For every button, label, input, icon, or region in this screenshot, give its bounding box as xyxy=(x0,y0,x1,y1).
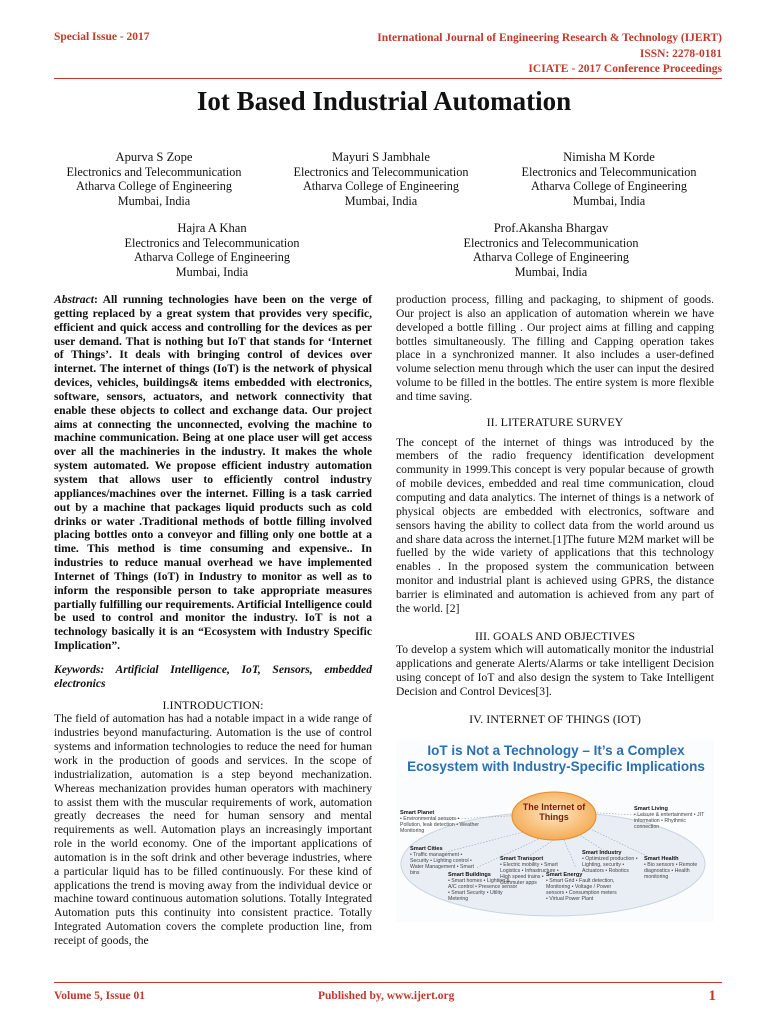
node-smart-planet xyxy=(400,810,480,834)
node-label: Smart Industry xyxy=(582,850,622,856)
node-smart-industry xyxy=(582,850,646,874)
intro-continued: production process, filling and packaging, to shipment of goods. Our project is also an application of automation wherein we have developed a bottle filling . Our project aims at filling and capping bottles simultaneously. The filling and Capping operation takes place in a synchronized manner. It also includes a user-defined volume selection menu through which the user can input the desired volume to be filled in the bottles. The entire system is more flexible and time saving. xyxy=(396,293,714,403)
keywords-label: Keywords: xyxy=(54,662,105,676)
author-name: Hajra A Khan xyxy=(177,221,247,235)
author-dept: Electronics and Telecommunication xyxy=(124,235,300,250)
iot-ecosystem-figure xyxy=(396,740,714,922)
author-dept: Electronics and Telecommunication xyxy=(66,164,242,179)
author-place: Mumbai, India xyxy=(344,193,418,208)
author-place: Mumbai, India xyxy=(175,264,249,279)
footer-volume: Volume 5, Issue 01 xyxy=(54,990,145,1002)
keywords-text: Artificial Intelligence, IoT, Sensors, embedded electronics xyxy=(54,662,372,690)
node-label: Smart Health xyxy=(644,856,679,862)
author-place: Mumbai, India xyxy=(572,193,646,208)
author-name: Apurva S Zope xyxy=(115,150,193,164)
author-dept: Electronics and Telecommunication xyxy=(521,164,697,179)
node-label: Smart Buildings xyxy=(448,872,491,878)
author-place: Mumbai, India xyxy=(514,264,588,279)
author-college: Atharva College of Engineering xyxy=(75,179,232,194)
author-college: Atharva College of Engineering xyxy=(302,179,459,194)
intro-text: The field of automation has had a notable impact in a wide range of industries beyond manufacturing. Automation is the use of control systems and information technologies to reduce the need for human work in the production of goods and services. In the scope of industrialization, automation is a step beyond mechanization. Whereas mechanization provides human operators with machinery to assist them with the muscular requirements of work, automation greatly decreases the need for human sensory and mental requirements as well. Automation plays an increasingly important role in the world economy. One of the important applications of automation is in the soft drink and other beverage industries, where a particular liquid has to be filled continuously. For these kind of applications the trend is moving away from the individual device or machine toward continuous automation solutions. Totally Integrated Automation puts this continuity into consistent practice. Totally Integrated Automation covers the complete production line, from receipt of goods, the xyxy=(54,712,372,947)
lit-text: The concept of the internet of things was introduced by the members of the radio frequency identification development community in 1999.This concept is very popular because of growth of mobile devices, embedded and real time communication, cloud computing and data analytics. The internet of things is a network of physical objects are embedded with electronics, software and sensors having the ability to collect data from the world around us and share data across the internet.[1]The future M2M market will be fuelled by the wide variety of applications that this technology enables . In the proposed system the communication between monitor and industrial plant is achieved using GPRS, the distance barrier is eliminated and automation is achieved from any part of the world. [2] xyxy=(396,435,714,615)
abstract-label: Abstract xyxy=(54,293,94,306)
node-label: Smart Cities xyxy=(410,846,443,852)
author-name: Mayuri S Jambhale xyxy=(332,150,430,164)
author-block xyxy=(504,150,714,208)
node-label: Smart Transport xyxy=(500,856,544,862)
goals-text: To develop a system which will automatically monitor the industrial applications and generate Alerts/Alarms or take intelligent Decision using concept of IoT and also design the system to Take Intelligent Decision and Control Devices[3]. xyxy=(396,643,714,698)
author-place: Mumbai, India xyxy=(117,193,191,208)
figure-center-label: The Internet of Things xyxy=(522,802,586,822)
header-rule xyxy=(54,78,722,79)
node-items: • Smart Grid • Fault detection, Monitoring • Voltage / Power sensors • Consumption meters • Virtual Power Plant xyxy=(546,878,617,902)
node-items: • Optimized production • Lighting, security • Actuators • Robotics xyxy=(582,856,638,874)
author-block xyxy=(112,221,312,279)
author-name: Prof.Akansha Bhargav xyxy=(493,221,609,235)
section-heading: III. GOALS AND OBJECTIVES xyxy=(475,628,635,643)
node-smart-energy xyxy=(546,872,618,902)
author-block xyxy=(276,150,486,208)
section-heading: IV. INTERNET OF THINGS (IOT) xyxy=(469,711,641,726)
figure-title-line: IoT is Not a Technology – It’s a Complex xyxy=(427,743,685,758)
header-issue: Special Issue - 2017 xyxy=(54,31,150,43)
node-items: • Environmental sensors • Pollution, leak detection • Weather Monitoring xyxy=(400,816,480,834)
header-journal: International Journal of Engineering Research & Technology (IJERT) xyxy=(377,32,722,44)
footer-publisher-link[interactable]: Published by, www.ijert.org xyxy=(318,990,455,1002)
node-items: • Bio sensors • Remote diagnostics • Health monitoring xyxy=(644,862,698,880)
abstract-text: : All running technologies have been on the verge of getting replaced by a great system that provides very specific, efficient and quick access and controlling for the devices as per user demand. That is nothing but IoT that stands for ‘Internet of Things’. It deals with bringing control of devices over internet. The internet of things (IoT) is the network of physical devices, vehicles, buildings& items embedded with electronics, software, sensors, actuators, and network connectivity that enable these objects to collect and exchange data. Our project aims at connecting the unconnected, evolving the machine to machine communication. Being at one place user will get access over all the machineries in the industry. It makes the whole system automated. We propose efficient industry automation system that allows user to efficiently control industry appliances/machines over the internet. Filling is a task carried out by a machine that packages liquid products such as cold drinks or water .Traditional methods of bottle filling involved placing bottles onto a conveyor and filling only one bottle at a time. This method is time consuming and expensive.. In industries to reduce manual overhead we have implemented Internet of Things (IoT) in Industry to monitor as well as to inform the responsible person to take appropriate measures partially fulfilling our requirements. Artificial Intelligence could be used to control and monitor the industry. IoT is not a technology basically it is an “Ecosystem with Industry Specific Implication”. xyxy=(54,293,372,653)
node-label: Smart Energy xyxy=(546,872,583,878)
node-items: • Electric mobility • Smart Logistics • Infrastructure • High speed trains • Commuter apps xyxy=(500,862,559,886)
header-issn: ISSN: 2278-0181 xyxy=(639,47,722,60)
left-column xyxy=(54,293,372,948)
node-items: • Smart homes • Lighting & A/C control • Presence sensor • Smart Security • Utility Metering xyxy=(448,878,518,902)
page-number: 1 xyxy=(708,988,716,1004)
author-college: Atharva College of Engineering xyxy=(472,250,629,265)
author-college: Atharva College of Engineering xyxy=(133,250,290,265)
node-label: Smart Living xyxy=(634,806,668,812)
footer-rule xyxy=(54,982,722,983)
author-block xyxy=(54,150,254,208)
author-college: Atharva College of Engineering xyxy=(530,179,687,194)
section-heading: I.INTRODUCTION: xyxy=(162,697,264,712)
node-smart-living xyxy=(634,806,710,830)
node-items: • Leisure & entertainment • JIT information • Rhythmic connection xyxy=(634,812,705,830)
node-smart-health xyxy=(644,856,710,880)
header-journal-block xyxy=(377,31,722,78)
right-column xyxy=(396,293,714,727)
author-name: Nimisha M Korde xyxy=(563,150,655,164)
author-block xyxy=(446,221,656,279)
keywords xyxy=(54,663,372,691)
abstract xyxy=(54,293,372,653)
paper-title: Iot Based Industrial Automation xyxy=(196,86,572,116)
node-label: Smart Planet xyxy=(400,810,435,816)
node-items: • Traffic management • Security • Lighting control • Water Management • Smart bins xyxy=(410,852,474,876)
author-dept: Electronics and Telecommunication xyxy=(463,235,639,250)
header-proceedings: ICIATE - 2017 Conference Proceedings xyxy=(528,63,722,75)
section-heading: II. LITERATURE SURVEY xyxy=(486,414,624,429)
figure-title-line: Ecosystem with Industry-Specific Implications xyxy=(407,759,705,774)
author-dept: Electronics and Telecommunication xyxy=(293,164,469,179)
